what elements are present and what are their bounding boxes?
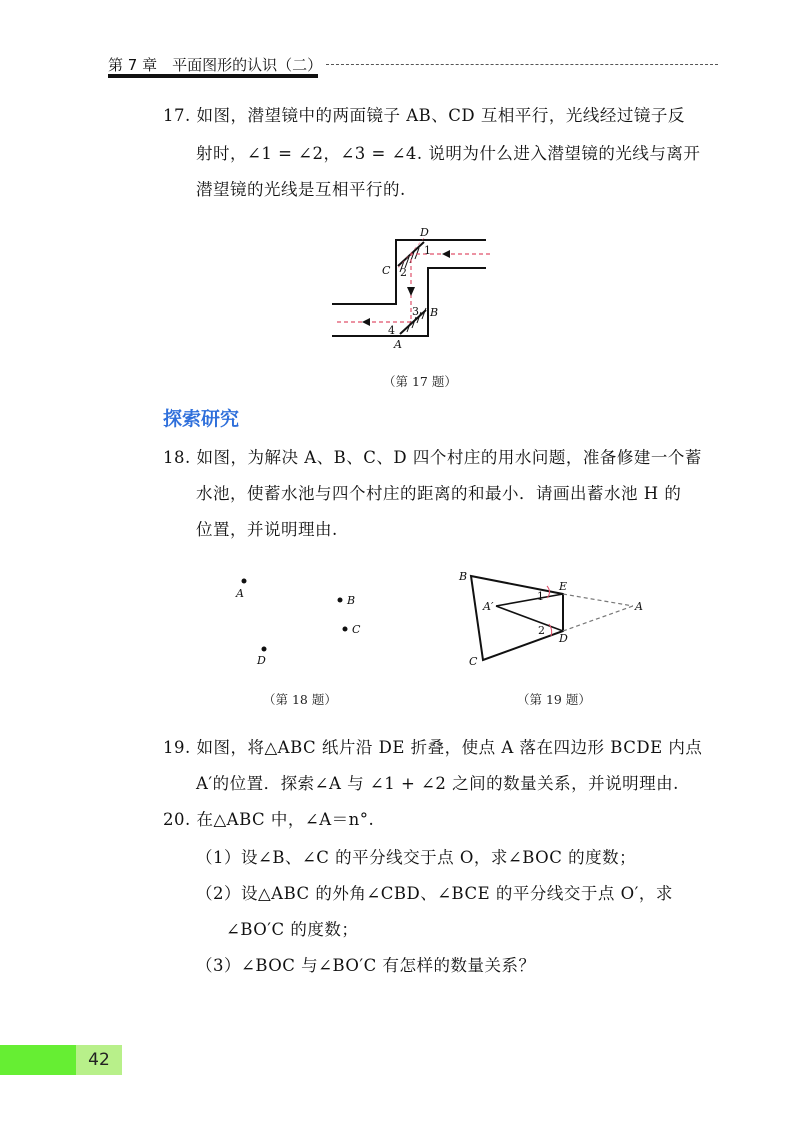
- label-a: A: [635, 600, 643, 613]
- q17-line-3: 潜望镜的光线是互相平行的.: [196, 180, 406, 199]
- segment-a-prime-d: [496, 606, 563, 631]
- header-underline: [108, 74, 318, 78]
- q19-line-2: A′的位置．探索∠A 与 ∠1 + ∠2 之间的数量关系，并说明理由.: [196, 774, 679, 793]
- dashed-da: [563, 606, 633, 631]
- page-header: [108, 52, 718, 78]
- village-d-dot: [262, 647, 267, 652]
- label-a-prime: A′: [483, 600, 494, 613]
- village-b-dot: [338, 598, 343, 603]
- label-b: B: [459, 570, 468, 583]
- q20-item-1: （1）设∠B、∠C 的平分线交于点 O，求∠BOC 的度数；: [196, 848, 637, 867]
- label-e: E: [559, 580, 568, 593]
- q18-line-1: 18. 如图，为解决 A、B、C、D 四个村庄的用水问题，准备修建一个蓄: [163, 448, 702, 467]
- arrow-incoming: [442, 250, 450, 258]
- q18-caption: （第 18 题）: [263, 692, 337, 707]
- header-dashed-rule: [326, 64, 718, 65]
- angle-2-label: 2: [400, 266, 407, 279]
- label-c: C: [469, 655, 478, 668]
- q20-item-2: （2）设△ABC 的外角∠CBD、∠BCE 的平分线交于点 O′，求: [196, 884, 673, 903]
- q17-line-2: 射时，∠1 = ∠2，∠3 = ∠4. 说明为什么进入潜望镜的光线与离开: [196, 144, 701, 163]
- chapter-title: 第 7 章 平面图形的认识（二）: [108, 56, 323, 74]
- angle-1-label: 1: [424, 244, 431, 257]
- village-c-label: C: [352, 623, 361, 636]
- angle-3-label: 3: [412, 305, 419, 318]
- folded-triangle-figure: [455, 566, 655, 676]
- periscope-figure: [320, 224, 500, 352]
- village-c-dot: [343, 627, 348, 632]
- q17-caption: （第 17 题）: [383, 374, 457, 389]
- q18-line-2: 水池，使蓄水池与四个村庄的距离的和最小．请画出蓄水池 H 的: [196, 484, 682, 503]
- village-a-dot: [242, 579, 247, 584]
- q20-line-1: 20. 在△ABC 中，∠A＝n°.: [163, 810, 375, 829]
- label-a: A: [394, 338, 402, 351]
- label-b: B: [430, 306, 439, 319]
- village-d-label: D: [257, 654, 266, 667]
- villages-figure: [225, 570, 385, 670]
- label-d: D: [420, 226, 429, 239]
- q20-item-2-cont: ∠BO′C 的度数；: [226, 920, 359, 939]
- village-b-label: B: [347, 594, 356, 607]
- angle-2-label: 2: [538, 624, 545, 637]
- arrow-down: [407, 287, 415, 296]
- angle-1-label: 1: [537, 590, 544, 603]
- label-c: C: [382, 264, 391, 277]
- arrow-outgoing: [362, 318, 370, 326]
- periscope-outline-outer: [332, 240, 486, 304]
- q19-line-1: 19. 如图，将△ABC 纸片沿 DE 折叠，使点 A 落在四边形 BCDE 内点: [163, 738, 703, 757]
- dashed-ea: [563, 594, 633, 606]
- q17-line-1: 17. 如图，潜望镜中的两面镜子 AB、CD 互相平行，光线经过镜子反: [163, 106, 685, 125]
- segment-a-prime-e: [496, 594, 563, 606]
- label-d: D: [559, 632, 568, 645]
- q20-item-3: （3）∠BOC 与∠BO′C 有怎样的数量关系？: [196, 956, 536, 975]
- page-number: 42: [88, 1050, 110, 1070]
- angle-4-label: 4: [388, 324, 395, 337]
- village-a-label: A: [236, 587, 244, 600]
- section-title: 探索研究: [163, 408, 240, 430]
- q19-caption: （第 19 题）: [517, 692, 591, 707]
- q18-line-3: 位置，并说明理由.: [196, 520, 338, 539]
